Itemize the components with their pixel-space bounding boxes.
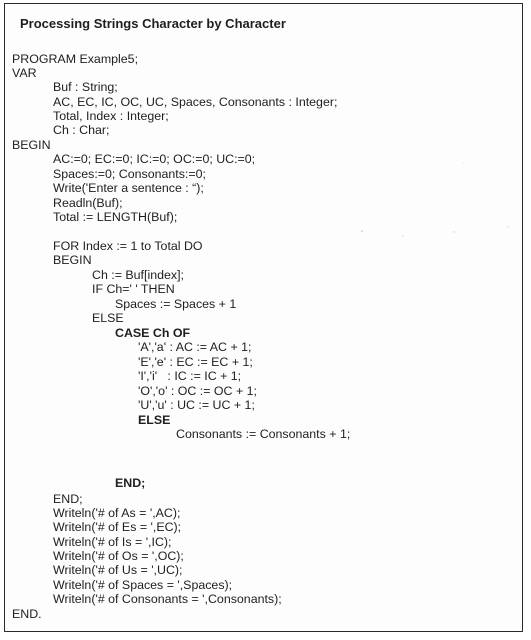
code-line: 'I','i' : IC := IC + 1; xyxy=(138,369,242,383)
code-line: Writeln('# of Is = ',IC); xyxy=(53,535,172,549)
code-line: Write('Enter a sentence : “); xyxy=(53,181,204,195)
code-line: 'U','u' : UC := UC + 1; xyxy=(138,398,255,412)
code-line: PROGRAM Example5; xyxy=(12,52,139,66)
code-line: END; xyxy=(115,476,146,490)
code-listing-box xyxy=(4,3,523,632)
code-block xyxy=(5,4,522,631)
code-line: ELSE xyxy=(92,311,124,325)
code-line: VAR xyxy=(12,66,37,80)
code-line: FOR Index := 1 to Total DO xyxy=(53,239,203,253)
code-line: Readln(Buf); xyxy=(53,196,123,210)
code-line: 'E','e' : EC := EC + 1; xyxy=(138,355,253,369)
listing-title: Processing Strings Character by Character xyxy=(20,16,286,31)
code-line: Consonants := Consonants + 1; xyxy=(176,427,351,441)
code-line: Writeln('# of Us = ',UC); xyxy=(53,563,183,577)
code-line: BEGIN xyxy=(12,138,51,152)
code-line: AC:=0; EC:=0; IC:=0; OC:=0; UC:=0; xyxy=(53,152,256,166)
code-line: 'O','o' : OC := OC + 1; xyxy=(138,384,257,398)
code-line: Buf : String; xyxy=(53,80,118,94)
code-line: Writeln('# of Consonants = ',Consonants); xyxy=(53,592,282,606)
code-line: Writeln('# of As = ',AC); xyxy=(53,506,181,520)
code-line: 'A','a' : AC := AC + 1; xyxy=(138,340,252,354)
code-line: Total := LENGTH(Buf); xyxy=(53,210,178,224)
code-line: Spaces := Spaces + 1 xyxy=(115,297,237,311)
code-line: Writeln('# of Es = ',EC); xyxy=(53,520,182,534)
code-line: Total, Index : Integer; xyxy=(53,109,169,123)
code-line: Writeln('# of Spaces = ',Spaces); xyxy=(53,578,233,592)
code-line: BEGIN xyxy=(53,253,92,267)
code-line: Ch := Buf[index]; xyxy=(92,268,184,282)
code-line: END; xyxy=(53,492,83,506)
code-line: AC, EC, IC, OC, UC, Spaces, Consonants : Integer; xyxy=(53,95,338,109)
code-line: ELSE xyxy=(138,413,171,427)
code-line: IF Ch=' ' THEN xyxy=(92,282,175,296)
code-line: END. xyxy=(12,607,42,621)
code-line: Writeln('# of Os = ',OC); xyxy=(53,549,184,563)
code-line: CASE Ch OF xyxy=(115,326,191,340)
code-line: Spaces:=0; Consonants:=0; xyxy=(53,167,206,181)
code-line: Ch : Char; xyxy=(53,123,110,137)
